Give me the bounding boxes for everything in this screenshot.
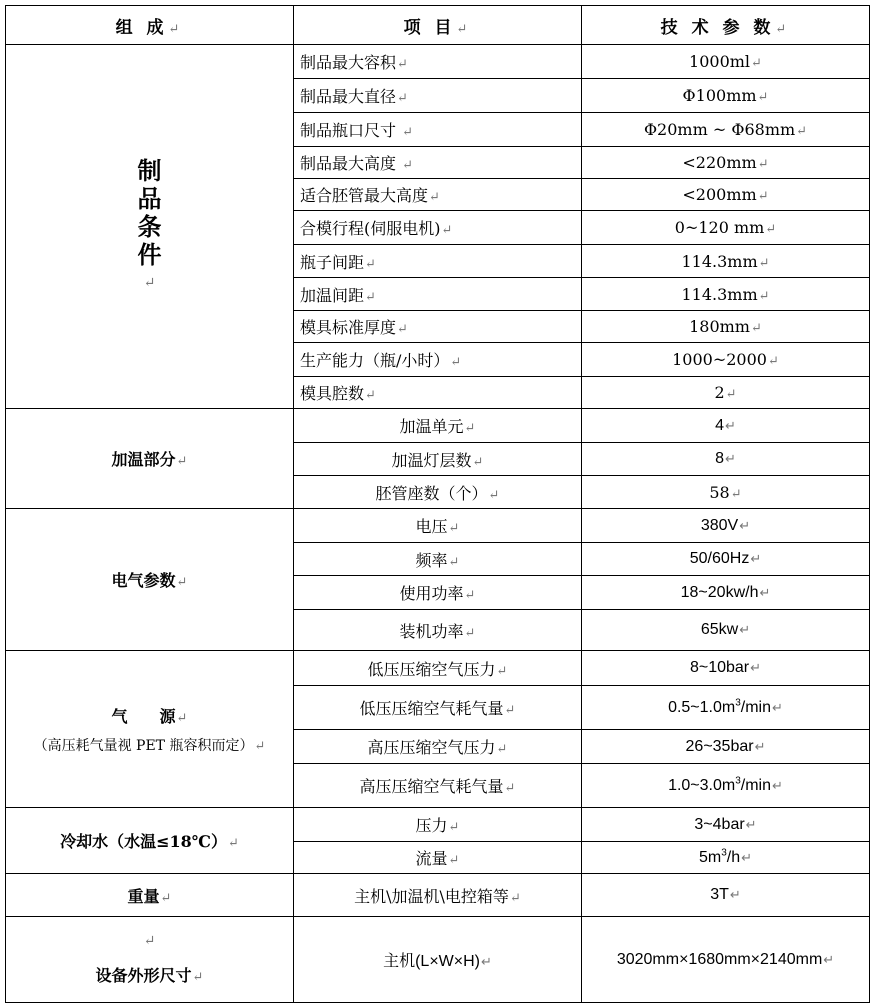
item-cell: 制品最大直径↵ xyxy=(294,79,582,113)
value-cell: 114.3mm↵ xyxy=(582,278,870,311)
item-cell: 流量↵ xyxy=(294,842,582,874)
item-cell: 制品最大高度 ↵ xyxy=(294,147,582,179)
value-cell: 0~120 mm↵ xyxy=(582,211,870,245)
value-cell: 3020mm×1680mm×2140mm↵ xyxy=(582,917,870,1003)
group-air-source: 气 源↵ （高压耗气量视 PET 瓶容积而定）↵ xyxy=(6,651,294,808)
table-row xyxy=(6,509,870,543)
value-cell: $1.0\sim 3.0m^3/\min↵$ xyxy=(582,764,870,808)
item-cell: 制品瓶口尺寸 ↵ xyxy=(294,113,582,147)
group-char: 件 xyxy=(137,239,162,269)
item-cell: 低压压缩空气耗气量↵ xyxy=(294,686,582,730)
value-cell: Φ20mm ~ Φ68mm↵ xyxy=(582,113,870,147)
group-weight: 重量↵ xyxy=(6,874,294,917)
value-cell: 8↵ xyxy=(582,443,870,476)
table-row xyxy=(6,45,870,79)
group-char: 条 xyxy=(137,211,162,241)
table-row xyxy=(6,917,870,1003)
item-cell: 加温间距↵ xyxy=(294,278,582,311)
value-cell: Φ100mm↵ xyxy=(582,79,870,113)
group-cooling-water: 冷却水（水温≤18℃）↵ xyxy=(6,808,294,874)
group-note: （高压耗气量视 PET 瓶容积而定）↵ xyxy=(33,737,266,754)
group-electrical: 电气参数↵ xyxy=(6,509,294,651)
item-cell: 加温灯层数↵ xyxy=(294,443,582,476)
table-row xyxy=(6,874,870,917)
item-cell: 模具标准厚度↵ xyxy=(294,311,582,343)
item-cell: 胚管座数（个）↵ xyxy=(294,476,582,509)
value-cell: 2↵ xyxy=(582,377,870,409)
item-cell: 模具腔数↵ xyxy=(294,377,582,409)
value-cell: 114.3mm↵ xyxy=(582,245,870,278)
value-cell: 3T↵ xyxy=(582,874,870,917)
return-mark-icon: ↵ xyxy=(143,933,156,949)
value-cell: $0.5\sim 1.0m^3/\min↵$ xyxy=(582,686,870,730)
item-cell: 瓶子间距↵ xyxy=(294,245,582,278)
item-cell: 装机功率↵ xyxy=(294,610,582,651)
value-cell: 58↵ xyxy=(582,476,870,509)
table-row xyxy=(6,409,870,443)
value-cell: 1000ml↵ xyxy=(582,45,870,79)
item-cell: 主机(L×W×H)↵ xyxy=(294,917,582,1003)
value-cell: 180mm↵ xyxy=(582,311,870,343)
value-cell: $5m^3/h↵$ xyxy=(582,842,870,874)
value-cell: 26~35bar↵ xyxy=(582,730,870,764)
item-cell: 适合胚管最大高度↵ xyxy=(294,179,582,211)
item-cell: 高压压缩空气压力↵ xyxy=(294,730,582,764)
item-cell: 压力↵ xyxy=(294,808,582,842)
item-cell: 加温单元↵ xyxy=(294,409,582,443)
spec-table xyxy=(5,5,870,1003)
value-cell: <220mm↵ xyxy=(582,147,870,179)
header-row xyxy=(6,6,870,45)
item-cell: 主机\加温机\电控箱等↵ xyxy=(294,874,582,917)
group-heating: 加温部分↵ xyxy=(6,409,294,509)
value-cell: 1000~2000↵ xyxy=(582,343,870,377)
header-param: 技 术 参 数↵ xyxy=(582,6,870,45)
value-cell: 50/60Hz↵ xyxy=(582,543,870,576)
item-cell: 高压压缩空气耗气量↵ xyxy=(294,764,582,808)
header-group: 组 成↵ xyxy=(6,6,294,45)
table-row xyxy=(6,651,870,686)
return-mark-icon: ↵ xyxy=(143,274,156,291)
group-char: 品 xyxy=(137,183,162,213)
item-cell: 合模行程(伺服电机)↵ xyxy=(294,211,582,245)
item-cell: 低压压缩空气压力↵ xyxy=(294,651,582,686)
table-row xyxy=(6,808,870,842)
item-cell: 频率↵ xyxy=(294,543,582,576)
item-cell: 使用功率↵ xyxy=(294,576,582,610)
value-cell: 3~4bar↵ xyxy=(582,808,870,842)
item-cell: 制品最大容积↵ xyxy=(294,45,582,79)
value-cell: 8~10bar↵ xyxy=(582,651,870,686)
item-cell: 电压↵ xyxy=(294,509,582,543)
value-cell: 18~20kw/h↵ xyxy=(582,576,870,610)
header-item: 项 目↵ xyxy=(294,6,582,45)
item-cell: 生产能力（瓶/小时）↵ xyxy=(294,343,582,377)
value-cell: 380V↵ xyxy=(582,509,870,543)
value-cell: 4↵ xyxy=(582,409,870,443)
group-char: 制 xyxy=(137,155,162,185)
value-cell: 65kw↵ xyxy=(582,610,870,651)
group-dimensions: ↵ 设备外形尺寸↵ xyxy=(6,917,294,1003)
value-cell: <200mm↵ xyxy=(582,179,870,211)
group-product-conditions xyxy=(6,45,294,409)
